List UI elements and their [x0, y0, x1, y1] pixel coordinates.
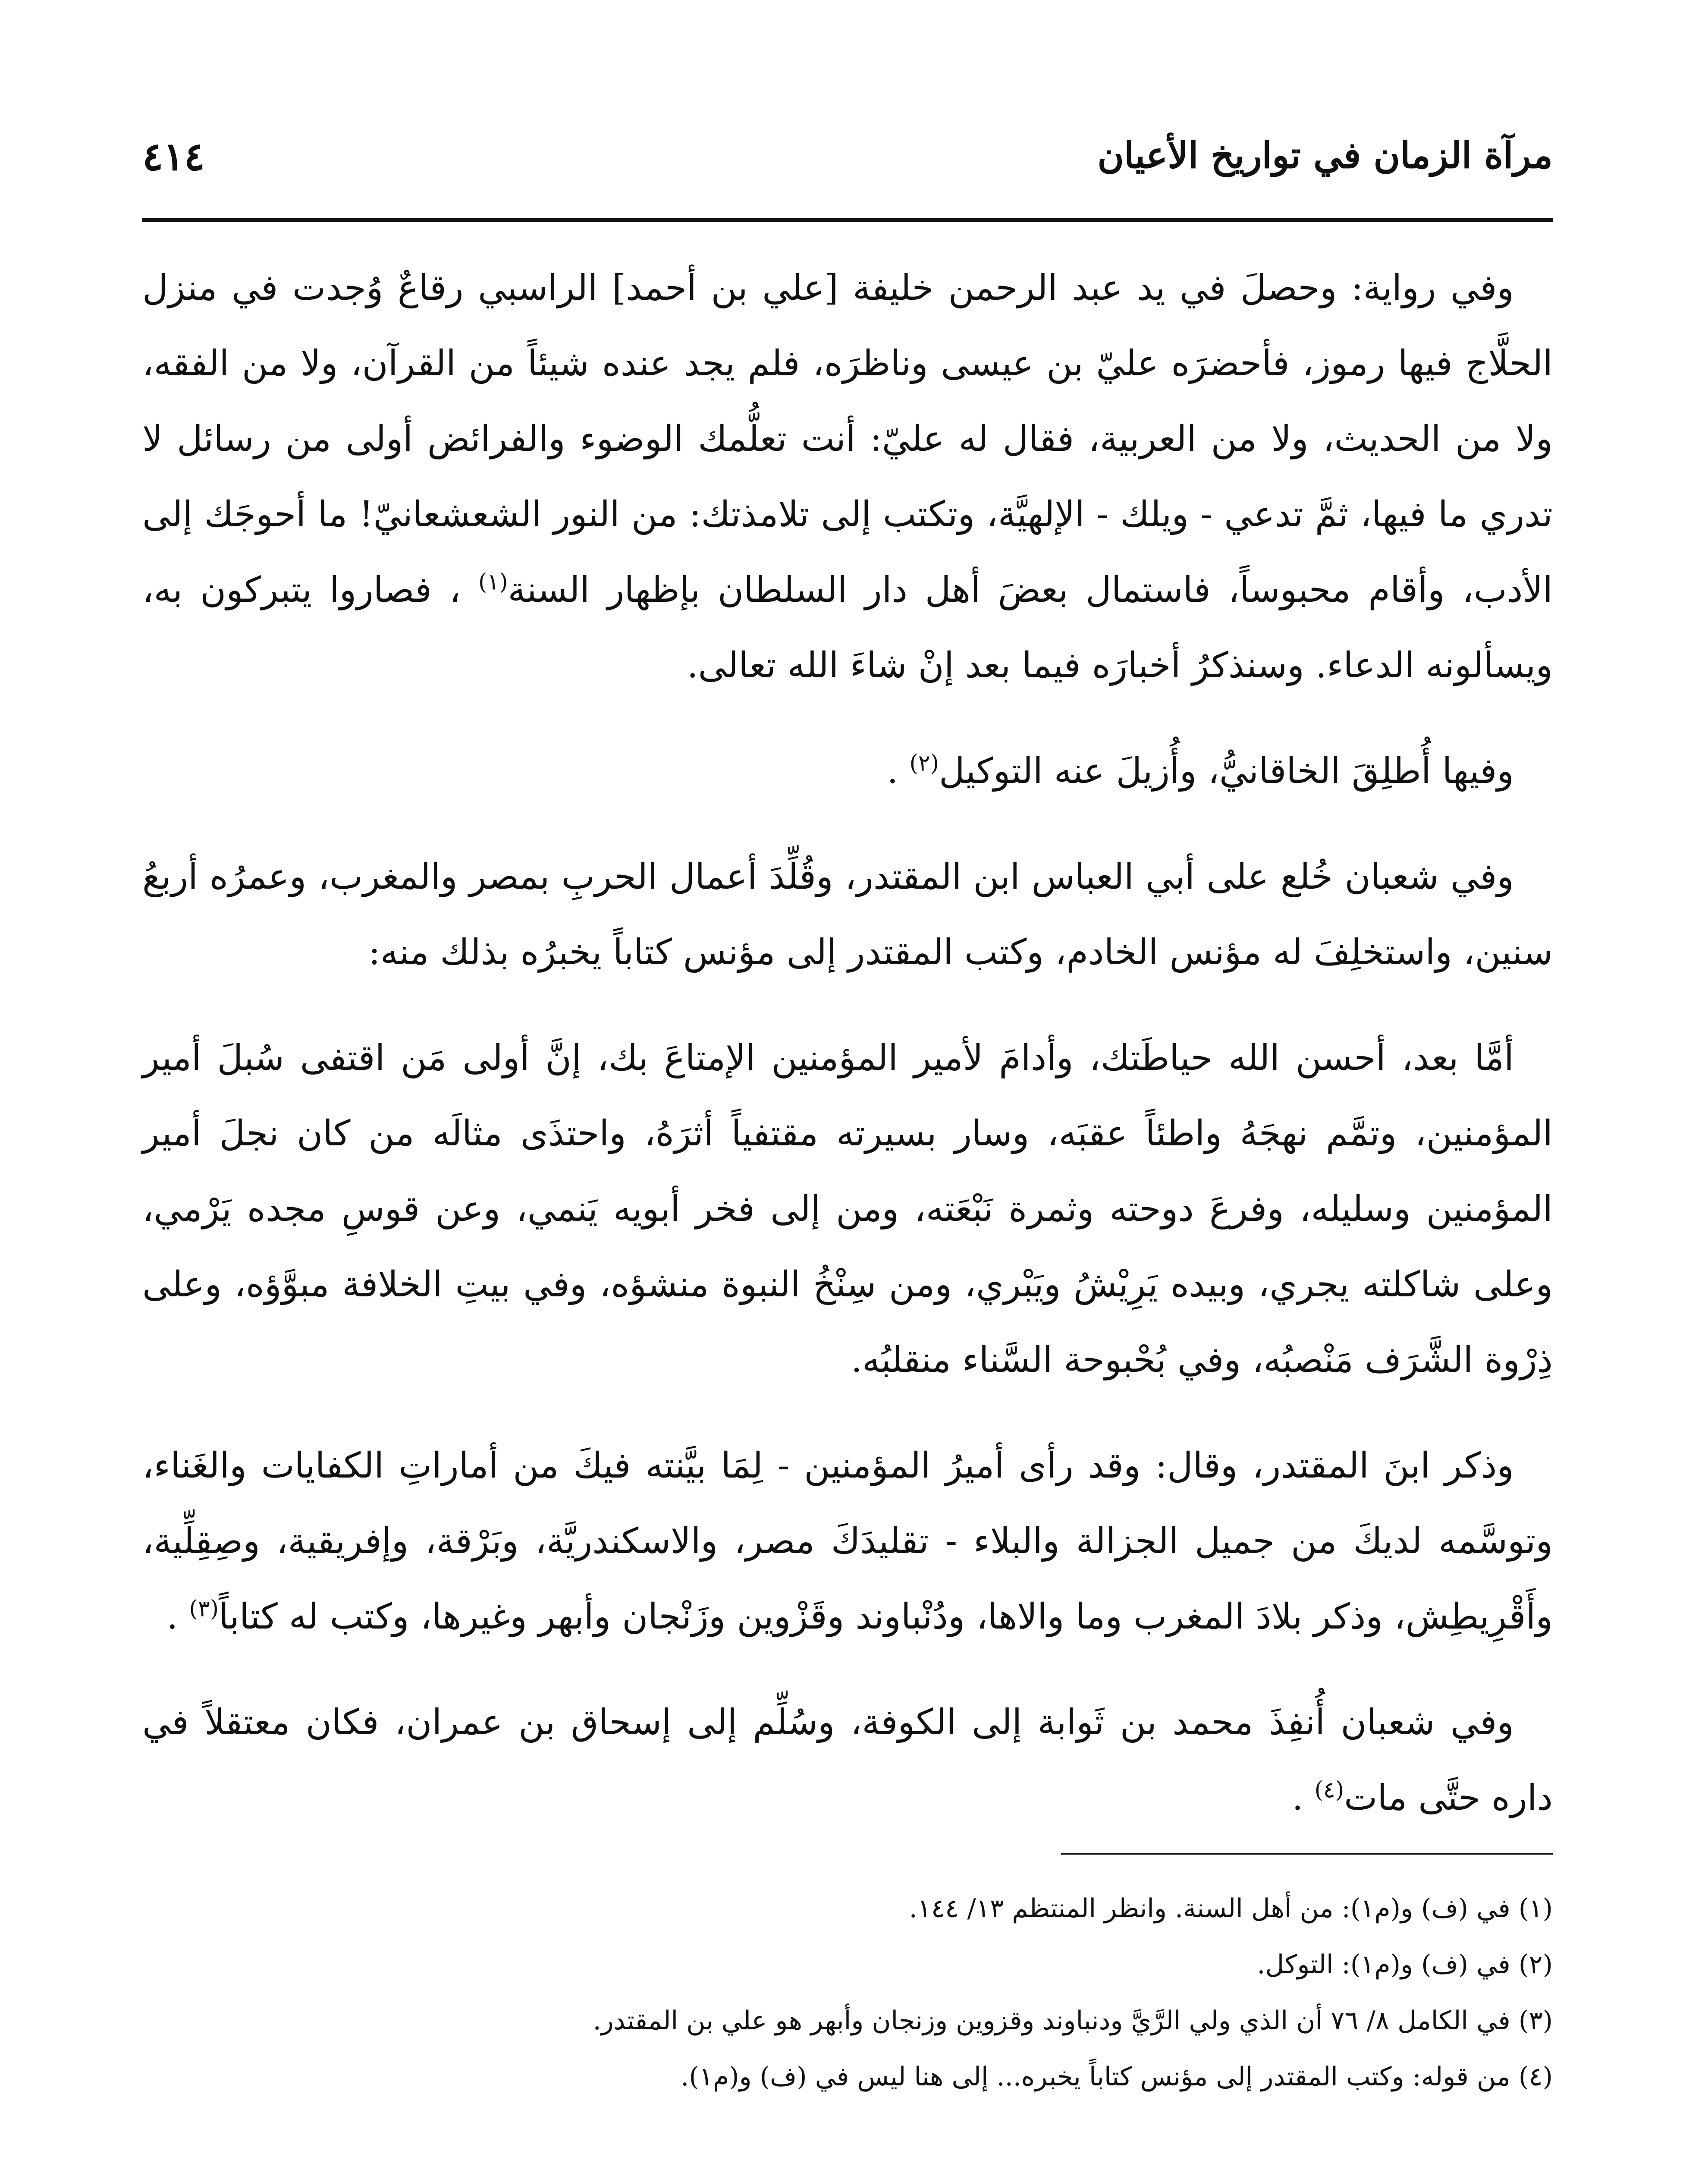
- paragraph-1: وفي رواية: وحصلَ في يد عبد الرحمن خليفة [علي بن أحمد] الراسبي رقاعٌ وُجدت في منزل الحلَّاج فيها رموز، فأحضرَه عليّ بن عيسى وناظرَه، فلم يجد عنده شيئاً من القرآن، ولا من الفقه، ولا من الحديث، ولا من العربية، فقال له عليّ: أنت تعلُّمك الوضوء والفرائض أولى من رسائل لا تدري ما فيها، ثمَّ تدعي - ويلك - الإلهيَّة، وتكتب إلى تلامذتك: من النور الشعشعانيّ! ما أحوجَك إلى الأدب، وأقام محبوساً، فاستمال بعضَ أهل دار السلطان بإظهار السنة$^{(١)}$ ، فصاروا يتبركون به، ويسألونه الدعاء. وسنذكرُ أخبارَه فيما بعد إنْ شاءَ الله تعالى.: [142, 267, 1553, 686]
- footnote-ref-3: (٣): [189, 1596, 219, 1622]
- paragraph-6: وفي شعبان أُنفِذَ محمد بن ثَوابة إلى الكوفة، وسُلِّم إلى إسحاق بن عمران، فكان معتقلاً في داره حتَّى مات$^{(٤)}$ .: [142, 1702, 1553, 1818]
- footnote-ref-4: (٤): [1314, 1777, 1344, 1803]
- footnote-ref-1: (١): [478, 569, 508, 595]
- footnote-4: (٤) من قوله: وكتب المقتدر إلى مؤنس كتاباً يخبره... إلى هنا ليس في (ف) و(م١).: [681, 2062, 1553, 2092]
- book-page: [142, 125, 1553, 2157]
- footnote-3: (٣) في الكامل ٨/ ٧٦ أن الذي ولي الرَّيَّ ودنباوند وقزوين وزنجان وأبهر هو علي بن المقتدر.: [593, 2006, 1553, 2036]
- paragraph-5: وذكر ابنَ المقتدر، وقال: وقد رأى أميرُ المؤمنين - لِمَا بيَّنته فيكَ من أماراتِ الكفايات والغَناء، وتوسَّمه لديكَ من جميل الجزالة والبلاء - تقليدَكَ مصر، والاسكندريَّة، وبَرْقة، وإفريقية، وصِقِلِّية، وأَقْرِيطِش، وذكر بلادَ المغرب وما والاها، ودُنْباوند وقَزْوين وزَنْجان وأبهر وغيرها، وكتب له كتاباً$^{(٣)}$ .: [142, 1445, 1553, 1637]
- paragraph-3: وفي شعبان خُلع على أبي العباس ابن المقتدر، وقُلِّدَ أعمال الحربِ بمصر والمغرب، وعمرُه أربعُ سنين، واستخلِفَ له مؤنس الخادم، وكتب المقتدر إلى مؤنس كتاباً يخبرُه بذلك منه:: [142, 856, 1553, 973]
- book-title: مرآة الزمان في تواريخ الأعيان: [1097, 134, 1553, 176]
- paragraph-2: وفيها أُطلِقَ الخاقانيُّ، وأُزيلَ عنه التوكيل$^{(٢)}$ .: [887, 750, 1514, 792]
- header-rule: [142, 218, 1553, 222]
- footnote-1: (١) في (ف) و(م١): من أهل السنة. وانظر المنتظم ١٣/ ١٤٤.: [909, 1893, 1553, 1924]
- main-text: [142, 250, 1553, 2105]
- page-number: ٤١٤: [142, 134, 205, 179]
- paragraph-4: أمَّا بعد، أحسن الله حياطَتك، وأدامَ لأمير المؤمنين الإمتاعَ بك، إنَّ أولى مَن اقتفى سُبلَ أمير المؤمنين، وتمَّم نهجَهُ واطئاً عقبَه، وسار بسيرته مقتفياً أثرَهُ، واحتذَى مثالَه من كان نجلَ أمير المؤمنين وسليله، وفرعَ دوحته وثمرة نَبْعَته، ومن إلى فخر أبويه يَنمي، وعن قوسِ مجده يَرْمي، وعلى شاكلته يجري، وبيده يَرِيْشُ ويَبْري، ومن سِنْخُ النبوة منشؤه، وفي بيتِ الخلافة مبوَّؤه، وعلى ذِرْوة الشَّرَف مَنْصبُه، وفي بُحْبوحة السَّناء منقلبُه.: [142, 1038, 1553, 1380]
- running-header: [142, 125, 1553, 216]
- footnote-separator: [1061, 1853, 1553, 1855]
- footnote-2: (٢) في (ف) و(م١): التوكل.: [1257, 1949, 1553, 1980]
- footnote-ref-2: (٢): [909, 750, 939, 777]
